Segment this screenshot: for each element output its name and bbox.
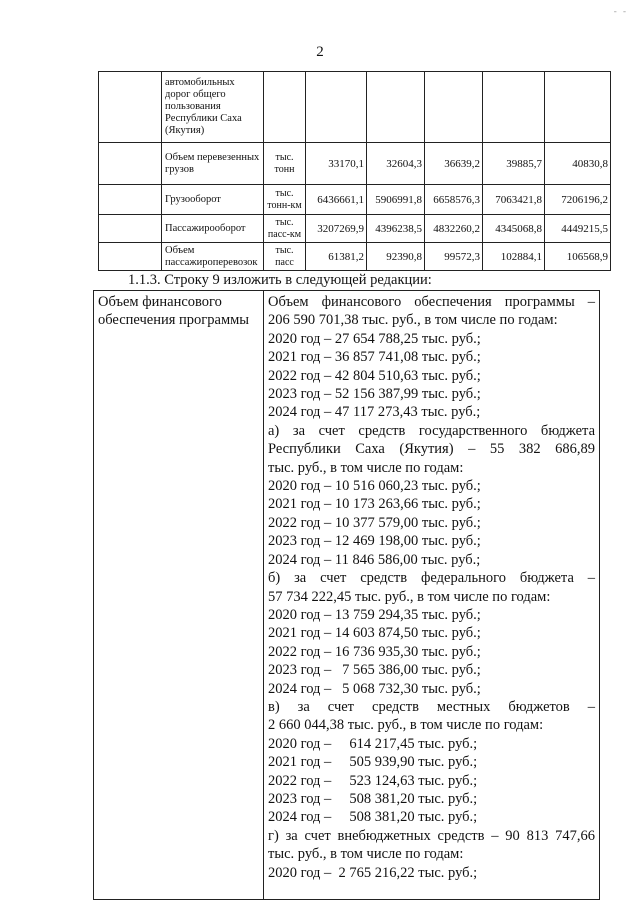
value-cell: 7206196,2 <box>545 185 611 215</box>
text-line: 206 590 701,38 тыс. руб., в том числе по годам: <box>268 312 558 329</box>
value-cell <box>425 72 483 143</box>
value-cell: 32604,3 <box>367 143 425 185</box>
unit-cell: тыс. пасс-км <box>264 215 306 243</box>
value-cell: 99572,3 <box>425 243 483 271</box>
unit-cell: тыс. тонн-км <box>264 185 306 215</box>
value-cell: 102884,1 <box>483 243 545 271</box>
value-cell: 33170,1 <box>306 143 367 185</box>
table-cell <box>99 185 162 215</box>
text-line: Объем финансового обеспечения программы – <box>268 294 595 310</box>
financing-label: Объем финансового обеспечения программы <box>94 291 264 900</box>
corner-mark: - - <box>613 6 628 16</box>
text-line: 2020 год – 2 765 216,22 тыс. руб.; <box>268 864 478 881</box>
indicator-label: Пассажирооборот <box>162 215 264 243</box>
text-line: г) за счет внебюджетных средств – 90 813 747,66 <box>268 827 595 844</box>
text-line: 2024 год – 508 381,20 тыс. руб.; <box>268 809 478 826</box>
text-line: б) за счет средств федерального бюджета – <box>268 570 595 587</box>
table-row <box>94 291 600 900</box>
text-line: тыс. руб., в том числе по годам: <box>268 846 464 863</box>
table-row <box>99 143 611 185</box>
text-line: 2023 год – 7 565 386,00 тыс. руб.; <box>268 662 481 679</box>
table-cell <box>99 243 162 271</box>
value-cell: 4345068,8 <box>483 215 545 243</box>
value-cell: 4832260,2 <box>425 215 483 243</box>
text-line: 2020 год – 10 516 060,23 тыс. руб.; <box>268 478 481 495</box>
value-cell: 5906991,8 <box>367 185 425 215</box>
text-line: 2023 год – 508 381,20 тыс. руб.; <box>268 790 478 807</box>
value-cell: 3207269,9 <box>306 215 367 243</box>
value-cell <box>367 72 425 143</box>
value-cell: 39885,7 <box>483 143 545 185</box>
value-cell: 6658576,3 <box>425 185 483 215</box>
value-cell: 6436661,1 <box>306 185 367 215</box>
value-cell: 4449215,5 <box>545 215 611 243</box>
indicator-label: Объем пассажироперевозок <box>162 243 264 271</box>
value-cell: 106568,9 <box>545 243 611 271</box>
unit-cell: тыс. пасс <box>264 243 306 271</box>
value-cell: 92390,8 <box>367 243 425 271</box>
table-row <box>99 185 611 215</box>
text-line: Республики Саха (Якутия) – 55 382 686,89 <box>268 441 595 458</box>
value-cell: 40830,8 <box>545 143 611 185</box>
table-row <box>99 215 611 243</box>
table-cell <box>99 143 162 185</box>
value-cell: 4396238,5 <box>367 215 425 243</box>
value-cell <box>306 72 367 143</box>
table-cell <box>99 72 162 143</box>
text-line: 2021 год – 14 603 874,50 тыс. руб.; <box>268 625 481 642</box>
text-line: 2022 год – 16 736 935,30 тыс. руб.; <box>268 643 481 660</box>
text-line: 2023 год – 12 469 198,00 тыс. руб.; <box>268 533 481 550</box>
text-line: 2024 год – 11 846 586,00 тыс. руб.; <box>268 551 481 568</box>
text-line: 2022 год – 10 377 579,00 тыс. руб.; <box>268 514 481 531</box>
value-cell <box>483 72 545 143</box>
indicator-label: автомобильных дорог общего пользования Республики Саха (Якутия) <box>162 72 264 143</box>
text-line: 2020 год – 27 654 788,25 тыс. руб.; <box>268 330 481 347</box>
text-line: 2024 год – 5 068 732,30 тыс. руб.; <box>268 680 481 697</box>
text-line: а) за счет средств государственного бюджета <box>268 422 595 439</box>
indicators-table <box>98 71 611 271</box>
unit-cell: тыс. тонн <box>264 143 306 185</box>
financing-table <box>93 290 600 900</box>
value-cell: 61381,2 <box>306 243 367 271</box>
unit-cell <box>264 72 306 143</box>
text-line: 2021 год – 10 173 263,66 тыс. руб.; <box>268 496 481 513</box>
indicator-label: Грузооборот <box>162 185 264 215</box>
text-line: 2021 год – 36 857 741,08 тыс. руб.; <box>268 349 481 366</box>
text-line: тыс. руб., в том числе по годам: <box>268 459 464 476</box>
indicator-label: Объем перевезенных грузов <box>162 143 264 185</box>
value-cell <box>545 72 611 143</box>
text-line: 2 660 044,38 тыс. руб., в том числе по годам: <box>268 717 544 734</box>
text-line: 2020 год – 614 217,45 тыс. руб.; <box>268 735 478 752</box>
value-cell: 36639,2 <box>425 143 483 185</box>
text-line: в) за счет средств местных бюджетов – <box>268 698 595 715</box>
financing-details <box>264 291 600 900</box>
table-row <box>99 243 611 271</box>
table-cell <box>99 215 162 243</box>
text-line: 2022 год – 42 804 510,63 тыс. руб.; <box>268 367 481 384</box>
text-line: 2020 год – 13 759 294,35 тыс. руб.; <box>268 606 481 623</box>
text-line: 2021 год – 505 939,90 тыс. руб.; <box>268 754 478 771</box>
text-line: 2024 год – 47 117 273,43 тыс. руб.; <box>268 404 481 421</box>
text-line: 57 734 222,45 тыс. руб., в том числе по годам: <box>268 588 551 605</box>
text-line: 2022 год – 523 124,63 тыс. руб.; <box>268 772 478 789</box>
text-line: 2023 год – 52 156 387,99 тыс. руб.; <box>268 386 481 403</box>
page-number: 2 <box>316 44 324 60</box>
table-row <box>99 72 611 143</box>
section-heading: 1.1.3. Строку 9 изложить в следующей редакции: <box>128 272 432 288</box>
value-cell: 7063421,8 <box>483 185 545 215</box>
